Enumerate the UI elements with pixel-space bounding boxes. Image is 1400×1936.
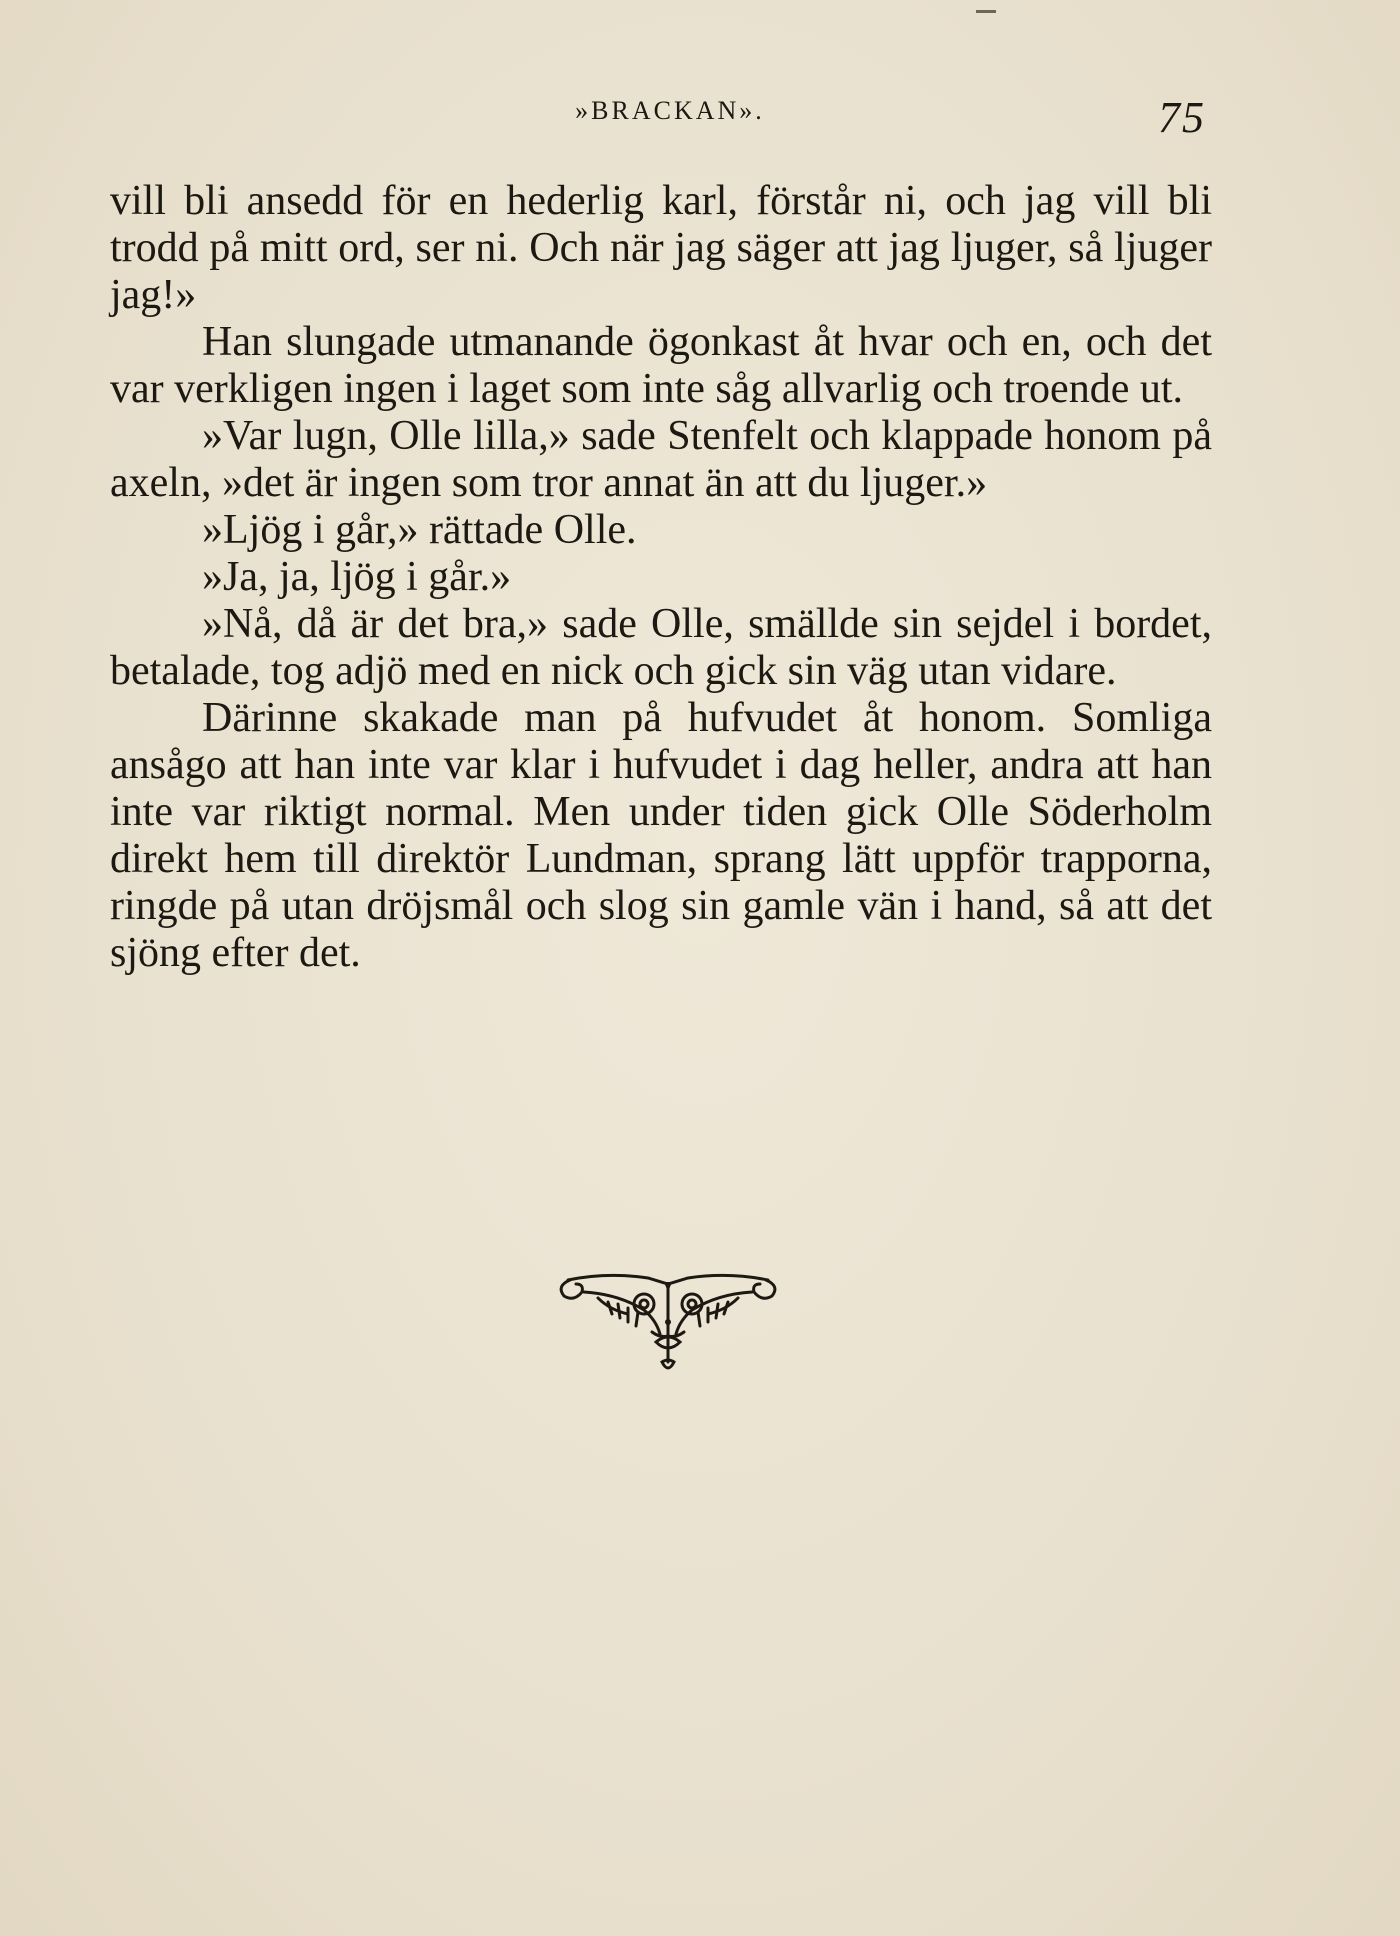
- paragraph: Han slungade utmanande ögonkast åt hvar och en, och det var verkligen ingen i laget som inte såg allvarlig och troende ut.: [110, 319, 1212, 412]
- ornamental-tailpiece-icon: [548, 1262, 788, 1382]
- paragraph: »Ljög i går,» rättade Olle.: [202, 507, 637, 553]
- paragraph: »Var lugn, Olle lilla,» sade Stenfelt och klappade honom på axeln, »det är ingen som tror annat än att du ljuger.»: [110, 413, 1212, 506]
- running-head: »BRACKAN».: [575, 96, 765, 125]
- paragraph: »Ja, ja, ljög i går.»: [202, 554, 512, 600]
- paragraph: Därinne skakade man på hufvudet åt honom. Somliga ansågo att han inte var klar i hufvudet i dag heller, andra att han inte var riktigt normal. Men under tiden gick Olle Söderholm direkt hem till direktör Lundman, sprang lätt uppför trapporna, ringde på utan dröjsmål och slog sin gamle vän i hand, så att det sjöng efter det.: [110, 695, 1212, 976]
- page-number: 75: [1158, 93, 1206, 142]
- paragraph: vill bli ansedd för en hederlig karl, förstår ni, och jag vill bli trodd på mitt ord, ser ni. Och när jag säger att jag ljuger, så ljuger jag!»: [110, 178, 1212, 318]
- body-text: [110, 178, 1212, 977]
- printer-mark: [976, 10, 996, 13]
- paragraph: »Nå, då är det bra,» sade Olle, smällde sin sejdel i bordet, betalade, tog adjö med en nick och gick sin väg utan vidare.: [110, 601, 1212, 694]
